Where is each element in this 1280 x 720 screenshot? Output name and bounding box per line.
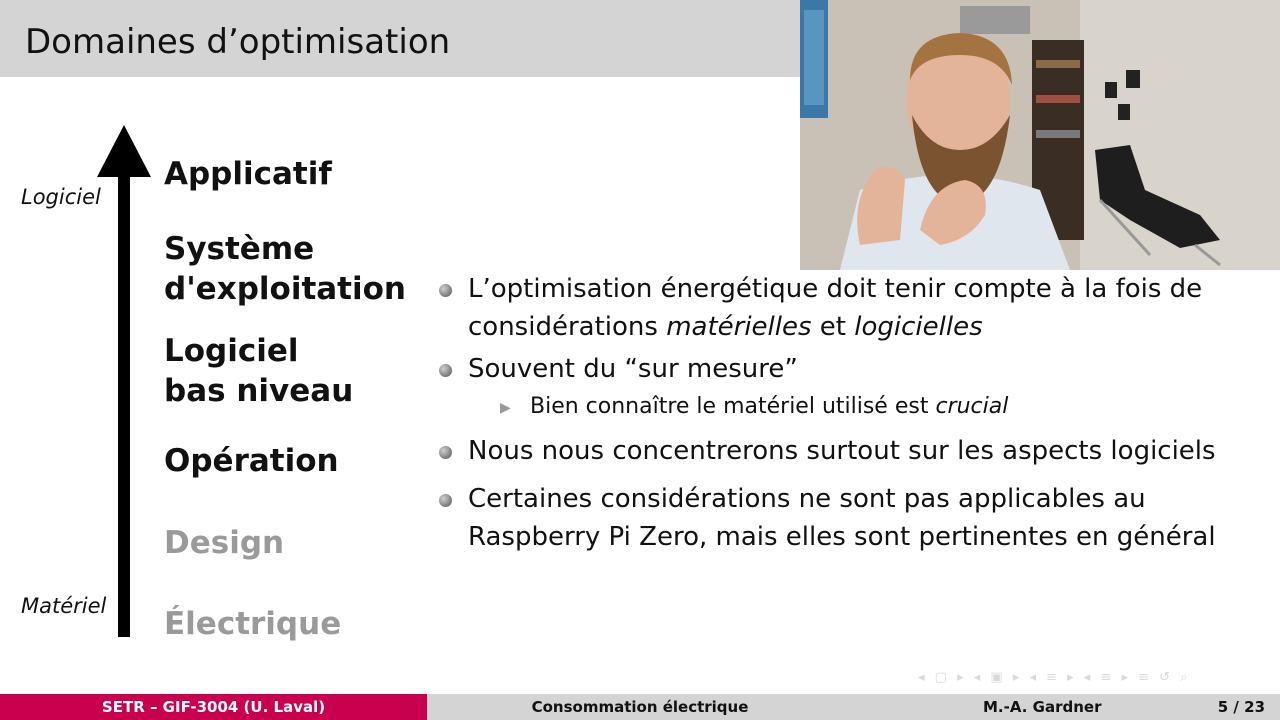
bullet-item: Nous nous concentrerons surtout sur les aspects logiciels [438, 432, 1268, 470]
footer-author: M.-A. Gardner [983, 698, 1102, 716]
slide-footer [0, 694, 1280, 720]
level-electrique: Électrique [164, 606, 342, 642]
bullet-icon [439, 494, 452, 507]
footer-course: SETR – GIF-3004 (U. Laval) [0, 694, 427, 720]
axis-top-label: Logiciel [21, 185, 101, 209]
bullet-list [438, 270, 1268, 560]
footer-author-page [853, 694, 1280, 720]
level-design: Design [164, 525, 285, 561]
bullet-icon [439, 364, 452, 377]
level-systeme-exploitation: Système d'exploitation [164, 231, 406, 307]
bullet-icon [439, 284, 452, 297]
software-hardware-axis-arrow [97, 125, 151, 637]
bullet-item: L’optimisation énergétique doit tenir compte à la fois de considérations matérielles et logicielles [438, 270, 1268, 346]
footer-topic: Consommation électrique [427, 694, 853, 720]
level-logiciel-bas-niveau: Logiciel bas niveau [164, 333, 354, 409]
navigation-symbols-icon[interactable]: ◂ ▢ ▸ ◂ ▣ ▸ ◂ ≡ ▸ ◂ ≡ ▸ ≡ ↺ ⌕ [918, 670, 1191, 685]
sub-bullet-item: ▶ Bien connaître le matériel utilisé est crucial [438, 392, 1268, 422]
axis-bottom-label: Matériel [21, 594, 107, 618]
bullet-icon [439, 446, 452, 459]
triangle-bullet-icon: ▶ [500, 400, 511, 416]
level-operation: Opération [164, 443, 339, 479]
page-number: 5 / 23 [1217, 698, 1265, 716]
presenter-webcam [800, 0, 1280, 270]
level-applicatif: Applicatif [164, 156, 332, 192]
bullet-item: Certaines considérations ne sont pas applicables au Raspberry Pi Zero, mais elles sont pertinentes en général [438, 480, 1268, 556]
bullet-item: Souvent du “sur mesure” [438, 350, 1268, 388]
slide-title: Domaines d’optimisation [25, 22, 451, 62]
